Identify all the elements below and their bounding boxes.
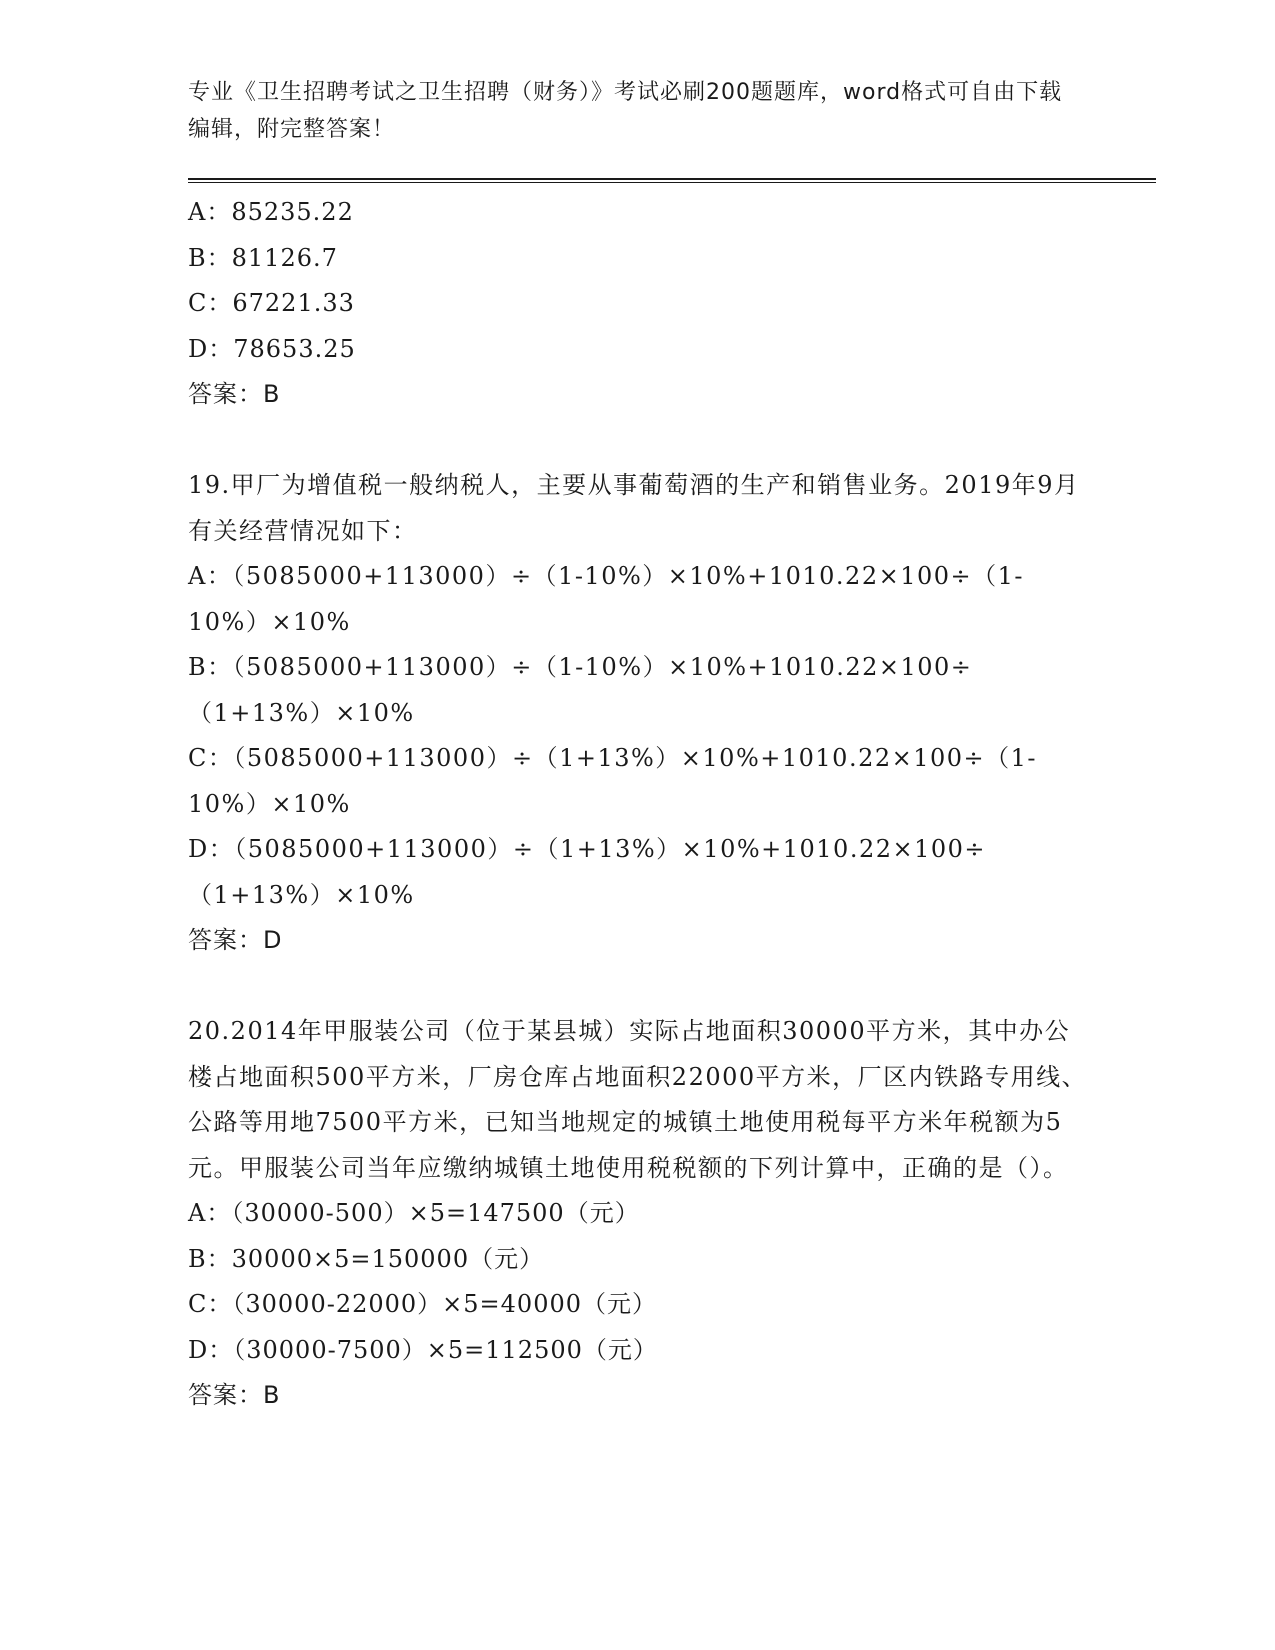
question-stem: 20.2014年甲服装公司（位于某县城）实际占地面积30000平方米，其中办公楼占地面积500平方米，厂房仓库占地面积22000平方米，厂区内铁路专用线、公路等用地7500平方米，已知当地规定的城镇土地使用税每平方米年税额为5元。甲服装公司当年应缴纳城镇土地使用税税额的下列计算中，正确的是（）。	[188, 1017, 1088, 1182]
question-20	[188, 1009, 1088, 1419]
question-stem: 19.甲厂为增值税一般纳税人，主要从事葡萄酒的生产和销售业务。2019年9月有关经营情况如下：	[188, 471, 1080, 545]
answer: 答案：D	[188, 926, 283, 954]
document-header: 专业《卫生招聘考试之卫生招聘（财务）》考试必刷200题题库，word格式可自由下载编辑，附完整答案！	[188, 80, 1063, 142]
option-c: C：67221.33	[188, 289, 355, 317]
option-d: D：（30000-7500）×5=112500（元）	[188, 1335, 658, 1364]
spacer	[188, 418, 1088, 464]
question-content	[188, 190, 1088, 1419]
option-c: C：（5085000+113000）÷（1+13%）×10%+1010.22×100÷（1-10%）×10%	[188, 744, 1038, 818]
option-a: A：85235.22	[188, 198, 354, 226]
header-divider	[188, 178, 1156, 183]
answer: 答案：B	[188, 1381, 281, 1409]
option-a: A：（5085000+113000）÷（1-10%）×10%+1010.22×100÷（1-10%）×10%	[188, 562, 1024, 636]
option-c: C：（30000-22000）×5=40000（元）	[188, 1290, 658, 1318]
option-d: D：（5085000+113000）÷（1+13%）×10%+1010.22×100÷（1+13%）×10%	[188, 835, 987, 909]
spacer	[188, 964, 1088, 1010]
answer: 答案：B	[188, 380, 281, 408]
option-a: A：（30000-500）×5=147500（元）	[188, 1199, 640, 1227]
option-d: D：78653.25	[188, 334, 356, 363]
option-b: B：30000×5=150000（元）	[188, 1244, 545, 1273]
question-19	[188, 463, 1088, 964]
question-18	[188, 190, 1088, 418]
option-b: B：（5085000+113000）÷（1-10%）×10%+1010.22×100÷（1+13%）×10%	[188, 653, 973, 727]
option-b: B：81126.7	[188, 243, 338, 272]
